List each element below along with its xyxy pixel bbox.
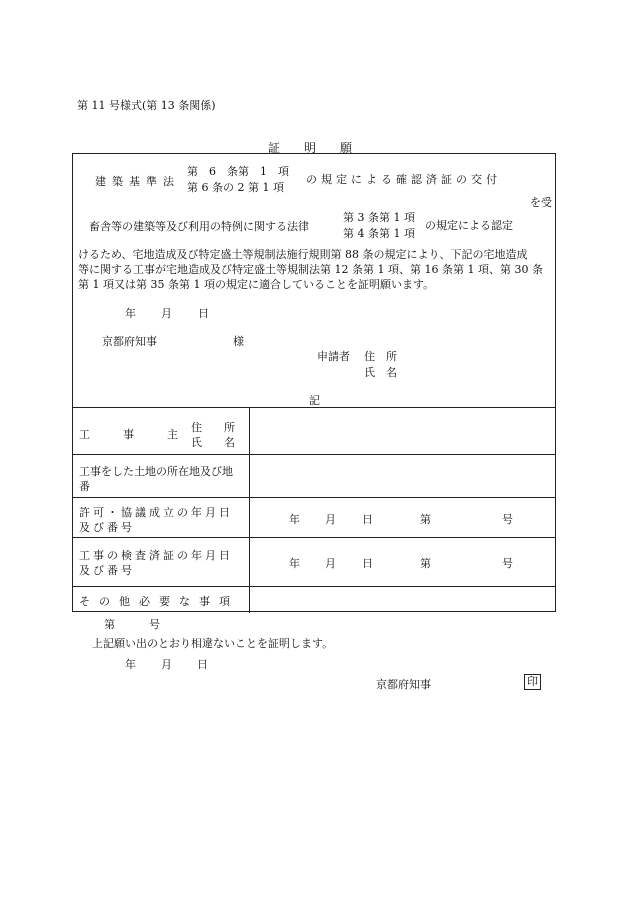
law1-ref1: 第 6 条第 1 項 <box>187 165 289 178</box>
footer-statement: 上記願い出のとおり相違ないことを証明します。 <box>92 637 334 650</box>
document-title: 証 明 願 <box>268 141 353 155</box>
application-box <box>72 153 556 612</box>
row-inspection-month: 月 <box>325 557 336 570</box>
law1-tail: の規定による確認済証の交付 <box>306 173 501 186</box>
para-line1: けるため、宅地造成及び特定盛土等規制法施行規則第 88 条の規定により、下記の宅地造成 <box>78 248 528 261</box>
row-permit-label-2: 及び番号 <box>79 521 135 534</box>
row-inspection-dai: 第 <box>420 557 431 570</box>
wo-uke: を受 <box>530 196 552 209</box>
law1-ref2: 第 6 条の 2 第 1 項 <box>187 181 284 194</box>
row-other-label: その他必要な事項 <box>79 595 239 608</box>
table-top-line <box>73 407 555 408</box>
row-divider-2 <box>73 497 555 498</box>
row-permit-label-1: 許可・協議成立の年月日 <box>79 506 233 519</box>
row-location-label-1: 工事をした土地の所在地及び地 <box>79 465 233 478</box>
row-owner-label: 工 事 主 <box>79 428 178 441</box>
row-divider-1 <box>73 454 555 455</box>
law2-tail: の規定による認定 <box>425 219 513 232</box>
row-permit-go: 号 <box>502 513 513 526</box>
footer-month: 月 <box>161 658 172 671</box>
applicant-address: 住 所 <box>364 350 397 363</box>
addressee-name: 京都府知事 <box>102 335 157 348</box>
row-permit-day: 日 <box>362 513 373 526</box>
date-year: 年 <box>125 307 136 320</box>
row-inspection-day: 日 <box>362 557 373 570</box>
para-line2: 等に関する工事が宅地造成及び特定盛土等規制法第 12 条第 1 項、第 16 条第 1 項、第 30 条 <box>78 263 543 276</box>
row-owner-name: 氏 名 <box>191 436 235 449</box>
row-inspection-year: 年 <box>289 557 300 570</box>
seal-stamp: 印 <box>524 674 541 690</box>
row-inspection-label-1: 工事の検査済証の年月日 <box>79 549 233 562</box>
footer-day: 日 <box>197 658 208 671</box>
footer-year: 年 <box>125 658 136 671</box>
ki-label: 記 <box>309 394 320 407</box>
law2-name: 畜舎等の建築等及び利用の特例に関する法律 <box>89 220 309 233</box>
row-divider-3 <box>73 537 555 538</box>
applicant-label: 申請者 <box>317 350 350 363</box>
addressee-honorific: 様 <box>233 335 244 348</box>
footer-dai: 第 <box>104 618 115 631</box>
para-line3: 第 1 項又は第 35 条第 1 項の規定に適合していることを証明願います。 <box>78 278 435 291</box>
row-inspection-go: 号 <box>502 557 513 570</box>
row-permit-dai: 第 <box>420 513 431 526</box>
date-day: 日 <box>198 307 209 320</box>
footer-governor: 京都府知事 <box>376 678 431 691</box>
row-divider-4 <box>73 586 555 587</box>
row-permit-year: 年 <box>289 513 300 526</box>
form-number: 第 11 号様式(第 13 条関係) <box>77 99 216 112</box>
date-month: 月 <box>161 307 172 320</box>
law2-ref2: 第 4 条第 1 項 <box>343 227 415 240</box>
row-owner-address: 住 所 <box>191 421 235 434</box>
footer-go: 号 <box>149 618 160 631</box>
row-location-label-2: 番 <box>79 480 90 493</box>
law1-name: 建築基準法 <box>95 175 180 188</box>
law2-ref1: 第 3 条第 1 項 <box>343 211 415 224</box>
column-divider <box>249 407 250 613</box>
row-permit-month: 月 <box>325 513 336 526</box>
applicant-name: 氏 名 <box>364 366 397 379</box>
row-inspection-label-2: 及び番号 <box>79 564 135 577</box>
